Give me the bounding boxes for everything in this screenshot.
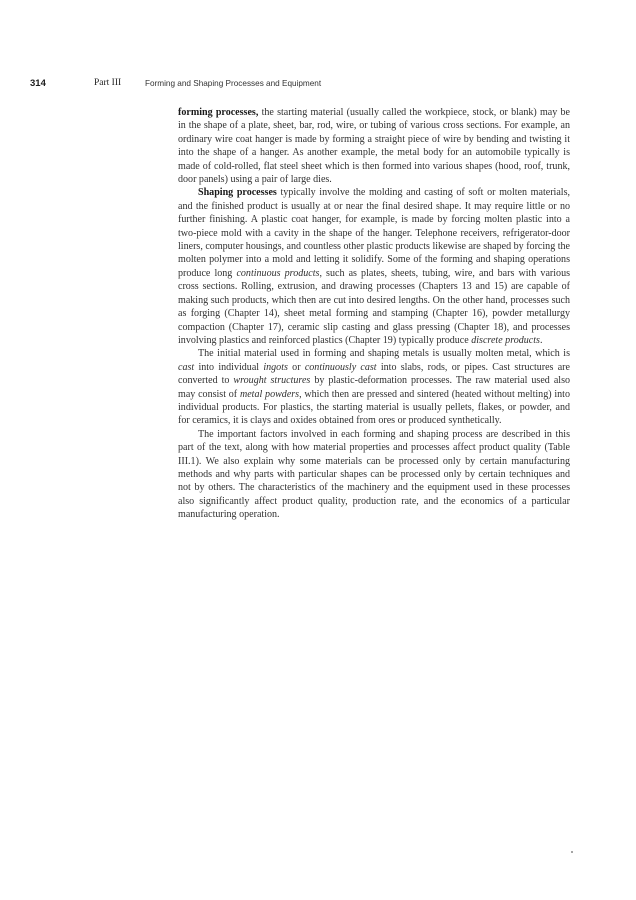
part-title: Forming and Shaping Processes and Equipment [145,79,322,88]
text-run: The important factors involved in each forming and shaping process are described in this part of the text, along with how material properties and processes affect product quality (Table III.1). We also explain why some materials can be processed only by certain manufacturing methods and why parts with particular shapes can be processed only by certain techniques and not by others. The characteristics of the machinery and the equipment used in these processes also significantly affect product quality, production rate, and the economics of a particular manufacturing operation. [178,428,570,521]
text-run: forming processes, [178,107,259,118]
text-run: by plastic-deformation processes. The raw material used also may consist of [178,375,570,400]
text-run: , such as plates, sheets, tubing, wire, and bars with various cross sections. Rolling, extrusion, and drawing processes (Chapters 13 and 15) are capable of making such products, which then are cut into desired lengths. On the other hand, processes such as forging (Chapter 14), sheet metal forming and stamping (Chapter 16), powder metallurgy compaction (Chapter 17), ceramic slip casting and glass pressing (Chapter 18), and processes involving plastics and reinforced plastics (Chapter 19) typically produce [178,267,570,346]
text-run: . [539,334,543,346]
paragraph-shaping-processes [178,186,570,347]
part-label: Part III [94,78,122,88]
text-run: cast [178,361,195,373]
text-run: continuous products [236,267,320,279]
body-text [178,106,570,522]
text-run: metal powders [239,388,300,400]
paragraph-forming-continued [178,106,570,186]
text-run: the starting material (usually called the workpiece, stock, or blank) may be in the shape of a plate, sheet, bar, rod, wire, or tubing of various cross sections. For example, an ordinary wire coat hanger is made by forming a straight piece of wire by bending and twisting it into the shape of a hanger. As another example, the metal body for an automobile typically is made of cold-rolled, flat steel sheet which is then formed into various shapes (hood, roof, trunk, door panels) using a pair of large dies. [178,107,570,186]
text-run: , which then are pressed and sintered (heated without melting) into individual products. For plastics, the starting material is usually pellets, flakes, or powder, and for ceramics, it is clays and oxides obtained from ores or produced synthetically. [178,388,570,427]
page-speck [571,851,573,853]
running-head [30,78,606,92]
text-run: Shaping processes [198,187,277,199]
text-run: into slabs, rods, or pipes. Cast structures are converted to [178,361,570,387]
text-run: wrought structures [233,375,311,387]
text-run: typically involve the molding and casting of soft or molten materials, and the finished product is usually at or near the final desired shape. It may require little or no further finishing. A plastic coat hanger, for example, is made by forcing molten plastic into a two-piece mold with a cavity in the shape of the hanger. Telephone receivers, refrigerator-door liners, computer housings, and countless other plastic products likewise are shaped by forcing the molten polymer into a mold and letting it solidify. Some of the forming and shaping operations produce long [178,187,571,279]
paragraph-important-factors [178,428,570,522]
text-run: discrete products [471,334,540,346]
text-run: The initial material used in forming and shaping metals is usually molten metal, which is [198,348,570,360]
text-run: or [287,361,305,373]
paragraph-initial-material [178,347,570,427]
text-run: ingots [263,361,288,373]
text-run: continuously cast [304,361,377,373]
page-number: 314 [30,78,46,89]
text-run: into individual [194,361,264,373]
